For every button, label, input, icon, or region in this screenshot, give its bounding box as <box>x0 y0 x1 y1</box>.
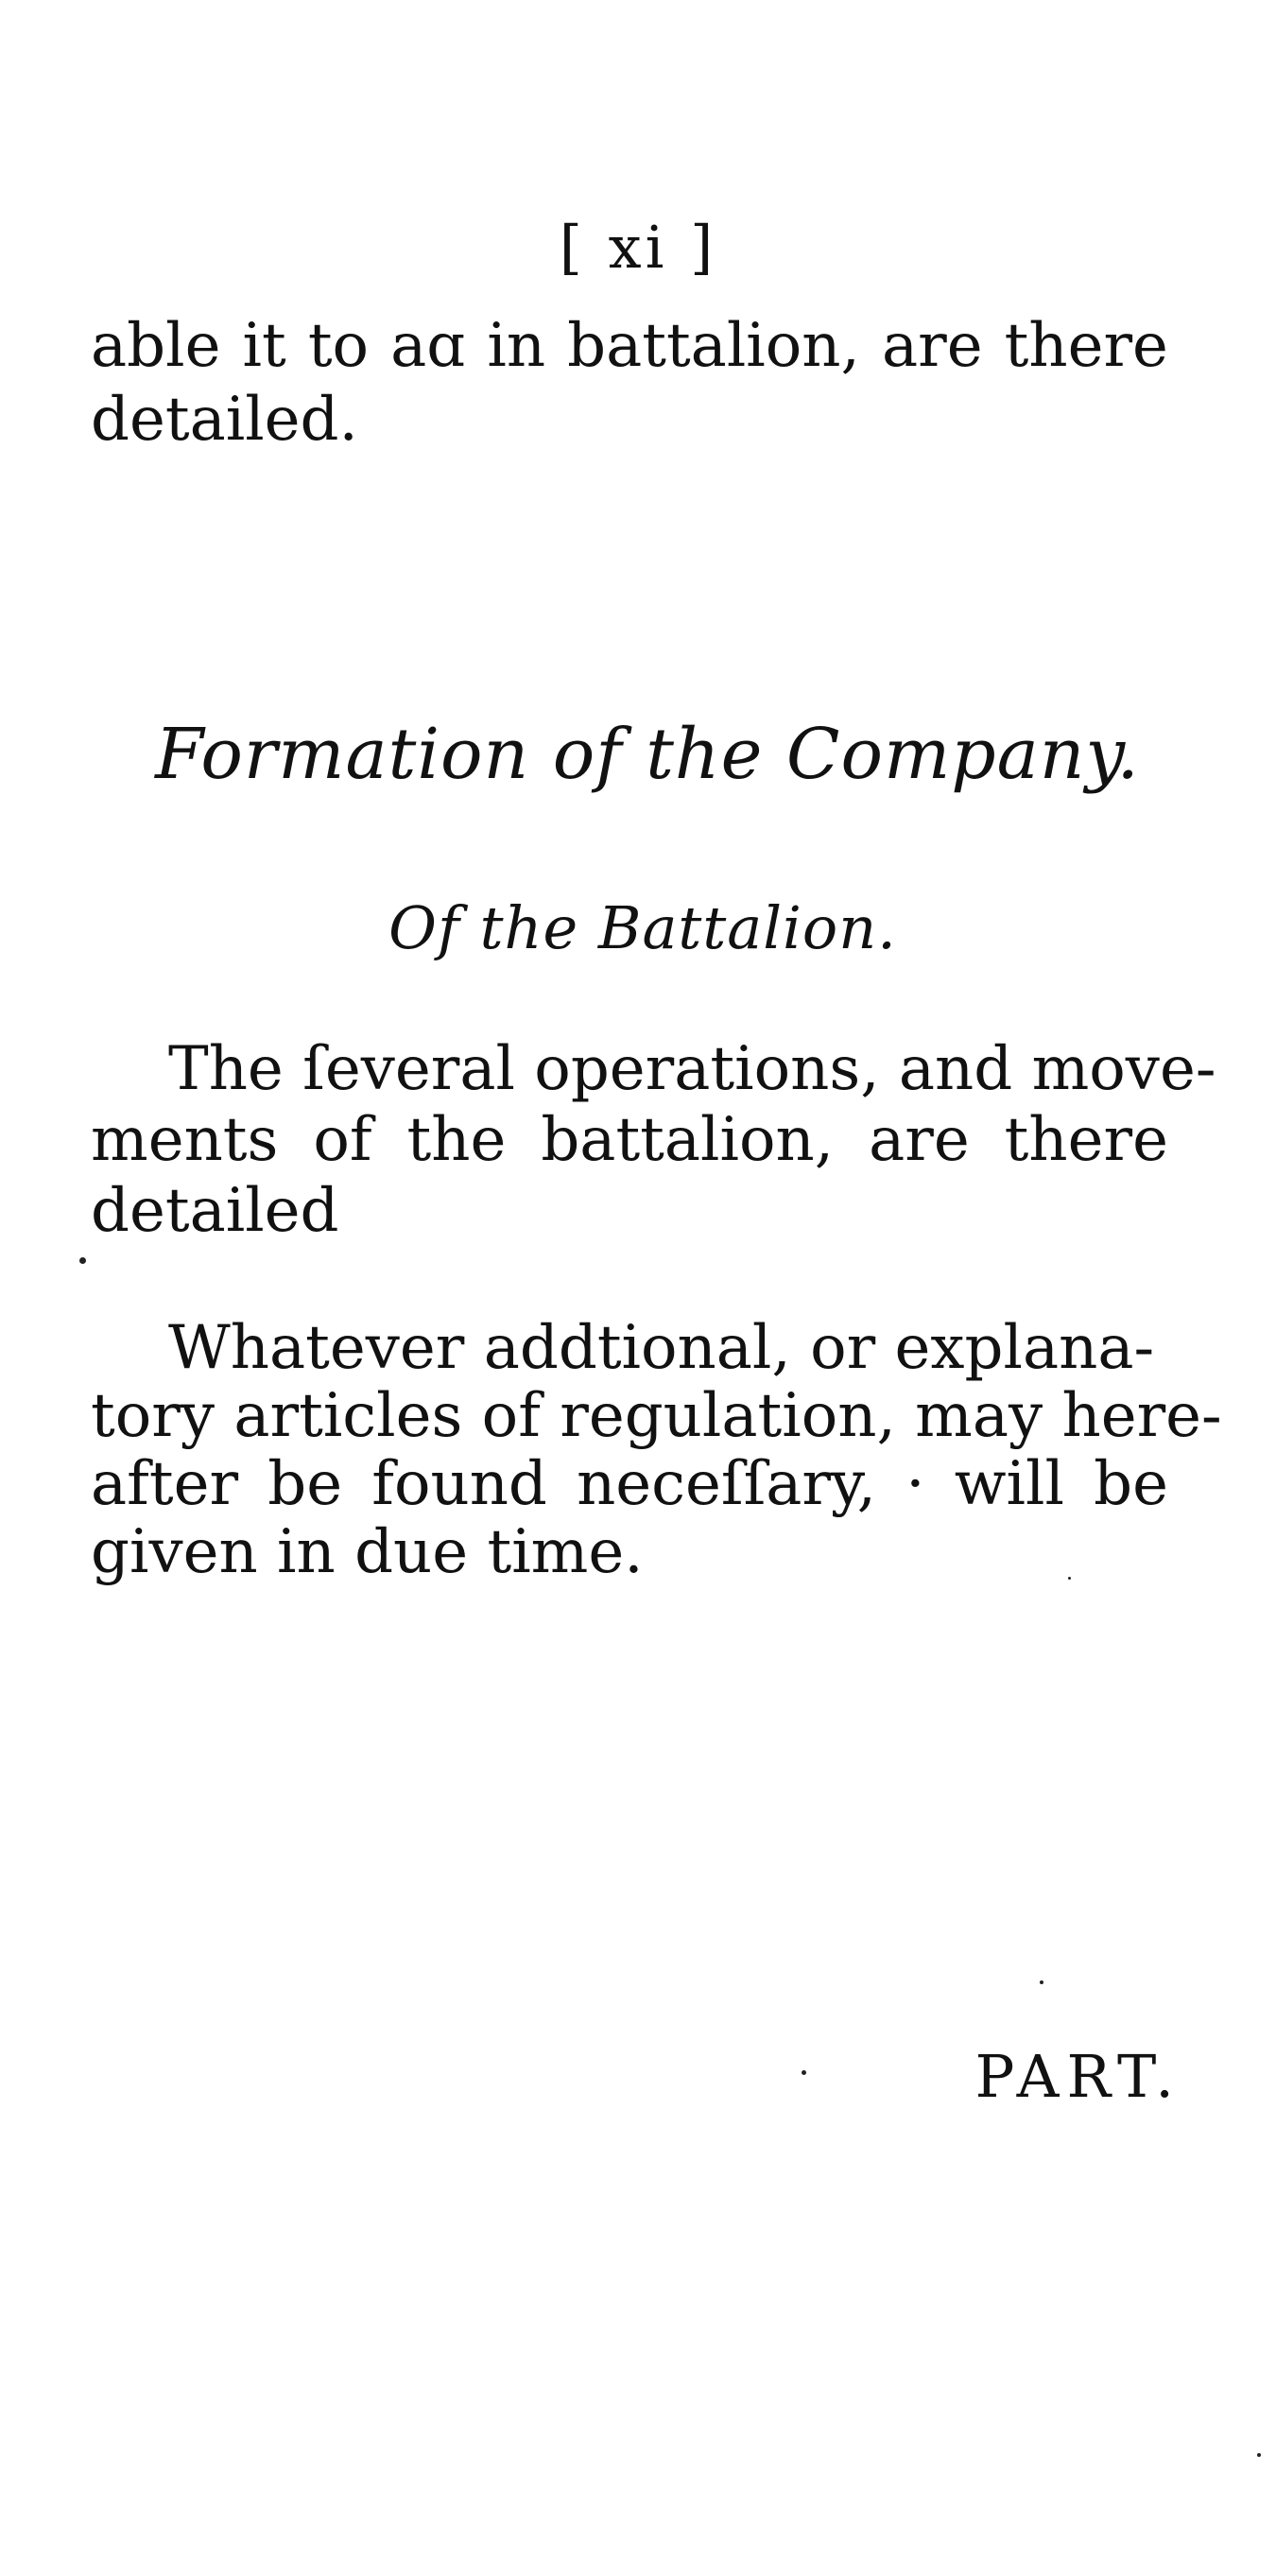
word: battalion, <box>541 1105 835 1175</box>
word: ments <box>91 1105 279 1175</box>
word: battalion, <box>567 311 860 381</box>
word: found <box>371 1449 547 1519</box>
continuation-line-1 <box>91 312 1168 380</box>
word: be <box>1094 1449 1168 1519</box>
word: are <box>869 1105 970 1175</box>
section-title: Formation of the Company. <box>155 714 1140 795</box>
ink-speck <box>802 2070 806 2075</box>
paragraph-2-line-4: given in due time. <box>91 1517 644 1587</box>
ink-speck <box>79 1257 86 1264</box>
word: aɑ <box>390 311 466 381</box>
word: · <box>905 1449 925 1519</box>
word: to <box>307 311 370 381</box>
word: after <box>91 1449 239 1519</box>
subsection-title: Of the Battalion. <box>388 893 897 962</box>
word: of <box>313 1105 372 1175</box>
word: there <box>1004 311 1168 381</box>
paragraph-2-line-2: tory articles of regulation, may here- <box>91 1381 1222 1451</box>
ink-speck <box>1068 1577 1071 1580</box>
word: the <box>406 1105 507 1175</box>
paragraph-1-line-3: detailed <box>91 1176 339 1246</box>
continuation-line-2: detailed. <box>91 385 358 455</box>
paragraph-1-line-2 <box>91 1106 1168 1174</box>
ink-speck <box>1040 1980 1043 1984</box>
catchword: PART. <box>974 2042 1181 2111</box>
word: there <box>1004 1105 1168 1175</box>
word: are <box>881 311 983 381</box>
word: be <box>267 1449 343 1519</box>
word: it <box>242 311 286 381</box>
word: able <box>91 311 221 381</box>
word: neceſſary, <box>577 1449 876 1519</box>
paragraph-2-line-3 <box>91 1450 1168 1518</box>
word: in <box>487 311 546 381</box>
page-number: [ xi ] <box>559 213 717 282</box>
ink-speck <box>1257 2453 1261 2457</box>
paragraph-1-line-1: The ſeveral operations, and move- <box>168 1034 1216 1104</box>
paragraph-2-line-1: Whatever addtional, or explana- <box>168 1313 1155 1383</box>
word: will <box>954 1449 1064 1519</box>
